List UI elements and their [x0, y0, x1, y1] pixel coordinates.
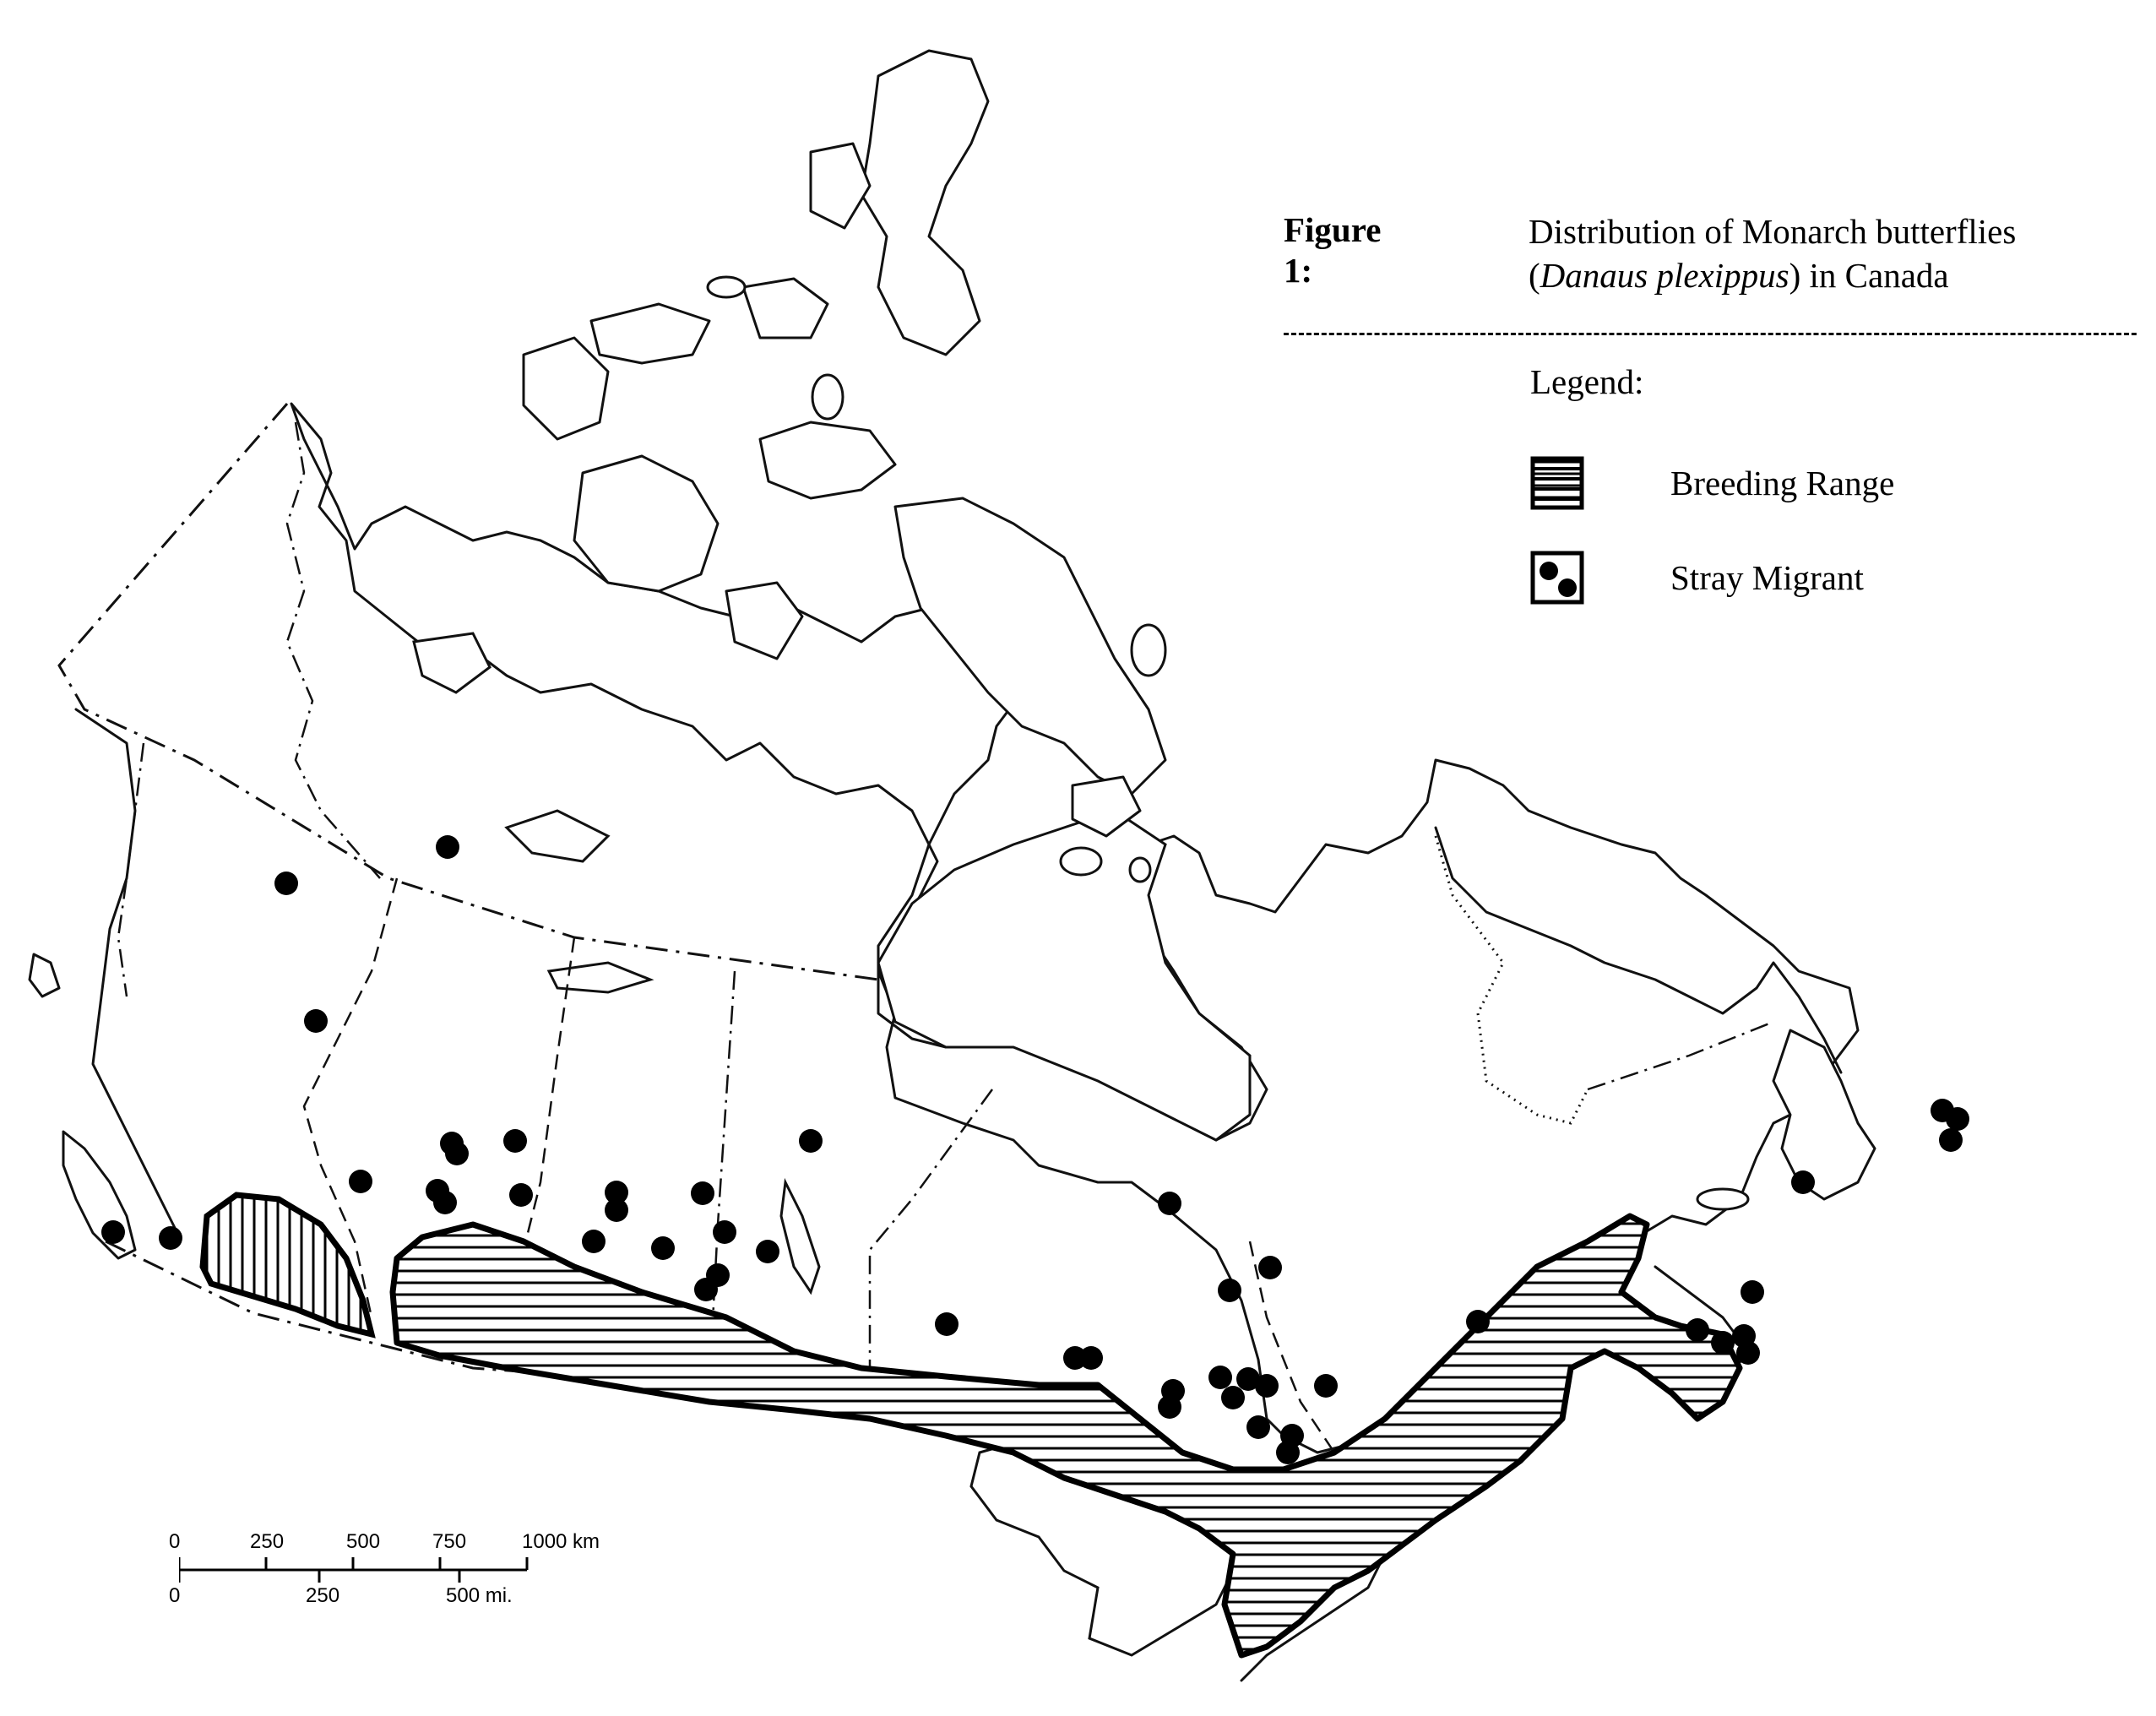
stray-dot [1221, 1386, 1245, 1409]
manitoba-ontario-boundary [870, 1089, 992, 1402]
legend-item-stray [1530, 551, 1864, 605]
stray-dot [713, 1220, 736, 1244]
arctic-island-bathurst [743, 279, 828, 338]
lake-athabasca [549, 963, 650, 992]
stray-dot [1686, 1318, 1709, 1342]
stray-dot [101, 1220, 125, 1244]
stray-dot [1946, 1107, 1969, 1131]
scale-km-500: 500 [346, 1530, 381, 1553]
arctic-island-prince-of-wales [726, 583, 802, 659]
stray-dot [1276, 1441, 1300, 1464]
stray-dot [691, 1181, 714, 1205]
stray-dot [1258, 1256, 1282, 1279]
breeding-range-south [393, 1216, 1740, 1655]
great-slave-lake [507, 811, 608, 861]
stray-dot [1079, 1346, 1103, 1370]
scale-km-0: 0 [169, 1530, 181, 1553]
stray-dot [159, 1226, 182, 1250]
stray-dot [799, 1129, 823, 1153]
legend-label-breeding: Breeding Range [1670, 464, 1895, 502]
arctic-island-victoria [574, 456, 718, 591]
stray-dot [509, 1183, 533, 1207]
stray-dot [1741, 1280, 1764, 1304]
stray-dot [1791, 1170, 1815, 1194]
arctic-island-melville [591, 304, 709, 363]
arctic-island-axel [811, 144, 870, 228]
stray-dot [445, 1142, 469, 1165]
stray-dot [1736, 1341, 1760, 1365]
caption-divider [1284, 333, 2137, 335]
stray-dot [651, 1236, 675, 1260]
pacific-coastline [76, 709, 177, 1233]
stray-dot [1314, 1374, 1338, 1398]
arctic-island-small-5 [1130, 858, 1150, 882]
caption-line-1: Distribution of Monarch butterflies [1529, 212, 2017, 251]
stray-dot [1158, 1192, 1181, 1215]
arctic-island-small-3 [1132, 625, 1165, 676]
scale-mi-0: 0 [169, 1584, 181, 1607]
scale-line [179, 1557, 568, 1583]
arctic-island-small-2 [812, 375, 843, 419]
stray-dot [1158, 1395, 1181, 1419]
vancouver-island [63, 1132, 135, 1258]
arctic-island-banks [524, 338, 608, 439]
scale-km-750: 750 [432, 1530, 467, 1553]
legend-label-stray: Stray Migrant [1670, 558, 1864, 597]
labrador-boundary [1436, 836, 1588, 1123]
yukon-nwt-boundary [287, 422, 380, 878]
legend-title: Legend: [1530, 362, 1644, 401]
arctic-island-baffin [895, 498, 1165, 794]
stray-dot [605, 1198, 628, 1222]
stray-dot [1939, 1128, 1963, 1152]
black-dots-icon [1530, 551, 1584, 605]
stray-dot [694, 1278, 718, 1301]
scale-mi-500: 500 mi. [446, 1584, 513, 1607]
species-name: Danaus plexippus [1540, 256, 1789, 295]
legend-item-breeding [1530, 456, 1894, 510]
quebec-labrador-line [1588, 1022, 1773, 1089]
alaska-boundary [59, 404, 878, 980]
scale-km-250: 250 [250, 1530, 285, 1553]
arctic-island-small-1 [708, 277, 745, 297]
lake-winnipeg [781, 1182, 819, 1292]
stray-dot [503, 1129, 527, 1153]
breeding-range-bc [203, 1195, 372, 1334]
stray-dot [756, 1240, 779, 1263]
labrador-coast [1436, 828, 1841, 1072]
arctic-island-devon [760, 422, 895, 498]
stray-dot [1208, 1366, 1232, 1389]
stray-dot [349, 1170, 372, 1193]
great-bear-lake [414, 633, 490, 692]
stray-dot [304, 1009, 328, 1033]
scale-mi-250: 250 [306, 1584, 340, 1607]
figure-label: Figure 1: [1284, 210, 1382, 290]
caption-line-2: (Danaus plexippus) in Canada [1529, 256, 1949, 295]
haida-gwaii [30, 954, 59, 996]
anticosti-island [1697, 1189, 1748, 1209]
stray-dot [1711, 1331, 1735, 1355]
arctic-island-ellesmere [861, 51, 988, 355]
arctic-island-small-4 [1061, 848, 1101, 875]
scale-km-1000: 1000 km [522, 1530, 600, 1553]
figure-caption [1529, 209, 2156, 297]
stray-dot [433, 1191, 457, 1214]
horizontal-hatch-icon [1530, 456, 1584, 510]
stray-dot [582, 1230, 606, 1253]
stray-dot [1246, 1415, 1270, 1439]
stray-dot [1218, 1279, 1241, 1302]
stray-dot [436, 835, 459, 859]
stray-dot [1255, 1374, 1279, 1398]
stray-dot [935, 1312, 959, 1336]
stray-dot [1466, 1310, 1490, 1333]
stray-dot [274, 872, 298, 895]
